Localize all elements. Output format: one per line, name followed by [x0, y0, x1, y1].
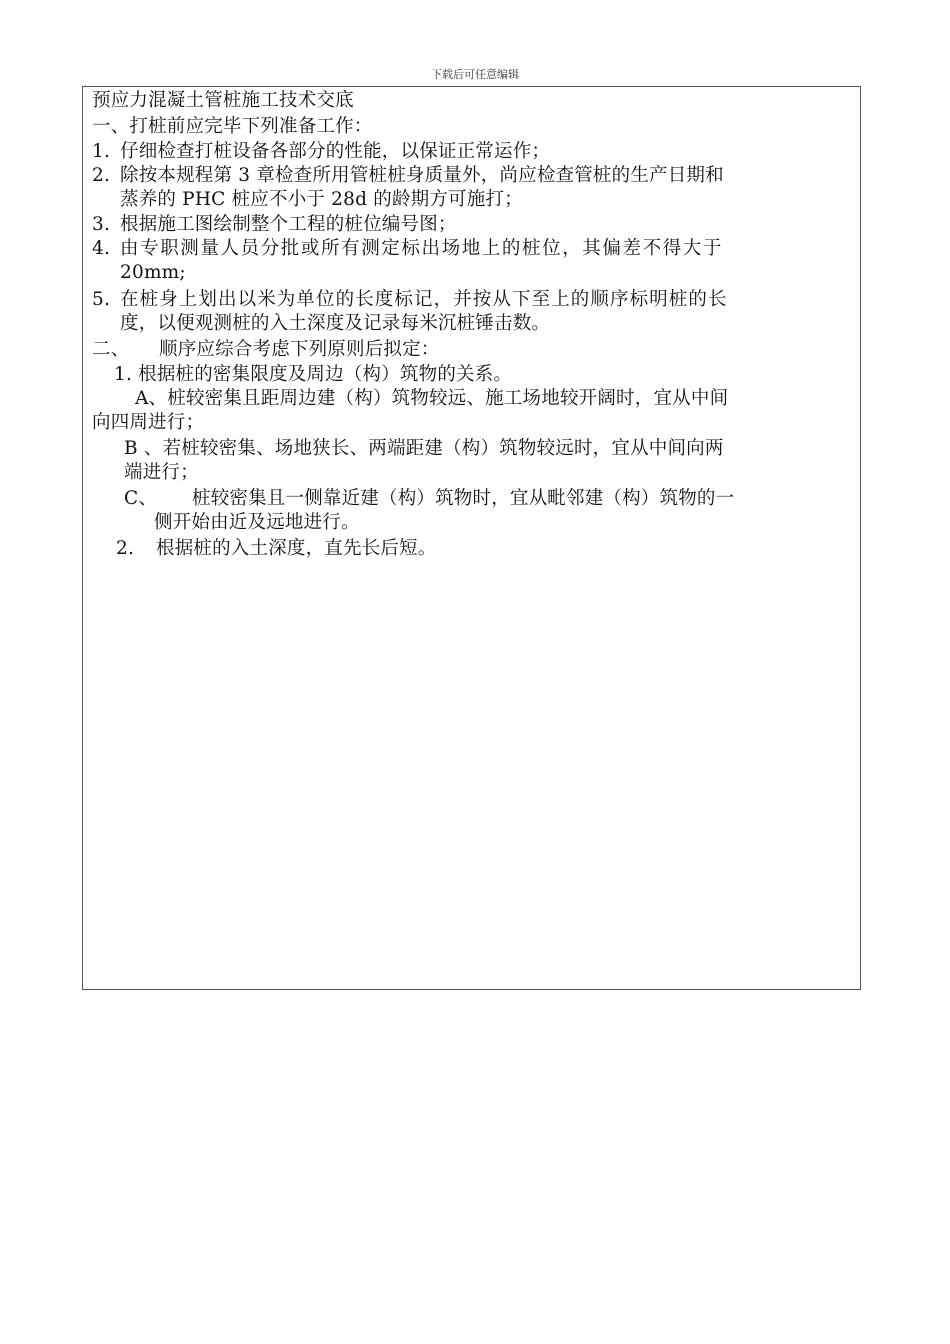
principle-2-text: 根据桩的入土深度，直先长后短。 [156, 538, 437, 559]
item-number: 4. [92, 238, 111, 259]
clause-c-line2: 侧开始由近及远地进行。 [154, 512, 360, 533]
item-text: 蒸养的 PHC 桩应不小于 28d 的龄期方可施打； [120, 189, 523, 210]
item-text: 仔细检查打桩设备各部分的性能，以保证正常运作； [120, 141, 551, 162]
principle-1: 1. 根据桩的密集限度及周边（构）筑物的关系。 [114, 364, 513, 385]
item-text: 度，以便观测桩的入土深度及记录每米沉桩锤击数。 [120, 313, 551, 334]
section1-heading: 一、打桩前应完毕下列准备工作： [92, 116, 373, 137]
item-text: 在桩身上划出以米为单位的长度标记，并按从下至上的顺序标明桩的长 [120, 289, 728, 310]
section2-heading-number: 二、 [92, 339, 130, 360]
item-text: 除按本规程第 3 章检查所用管桩桩身质量外，尚应检查管桩的生产日期和 [120, 165, 724, 186]
clause-b-line2: 端进行； [124, 462, 199, 483]
item-text: 20mm; [120, 262, 186, 283]
section2-heading-text: 顺序应综合考虑下列原则后拟定： [159, 339, 440, 360]
clause-c-label: C、 [124, 488, 158, 509]
document-title: 预应力混凝土管桩施工技术交底 [92, 90, 354, 111]
item-text: 根据施工图绘制整个工程的桩位编号图； [120, 214, 457, 235]
item-number: 3. [92, 214, 111, 235]
item-number: 2. [92, 165, 111, 186]
item-number: 1. [92, 141, 111, 162]
clause-c-line1: 桩较密集且一侧靠近建（构）筑物时，宜从毗邻建（构）筑物的一 [192, 488, 735, 509]
item-text: 由专职测量人员分批或所有测定标出场地上的桩位，其偏差不得大于 [120, 238, 724, 259]
header-note: 下载后可任意编辑 [431, 68, 519, 81]
clause-b-line1: B 、若桩较密集、场地狭长、两端距建（构）筑物较远时，宜从中间向两 [124, 438, 724, 459]
document-frame [82, 86, 861, 990]
clause-a-line1: A、桩较密集且距周边建（构）筑物较远、施工场地较开阔时，宜从中间 [135, 388, 729, 409]
item-number: 5. [92, 289, 111, 310]
clause-a-line2: 向四周进行； [92, 412, 205, 433]
principle-2-number: 2. [116, 538, 135, 559]
